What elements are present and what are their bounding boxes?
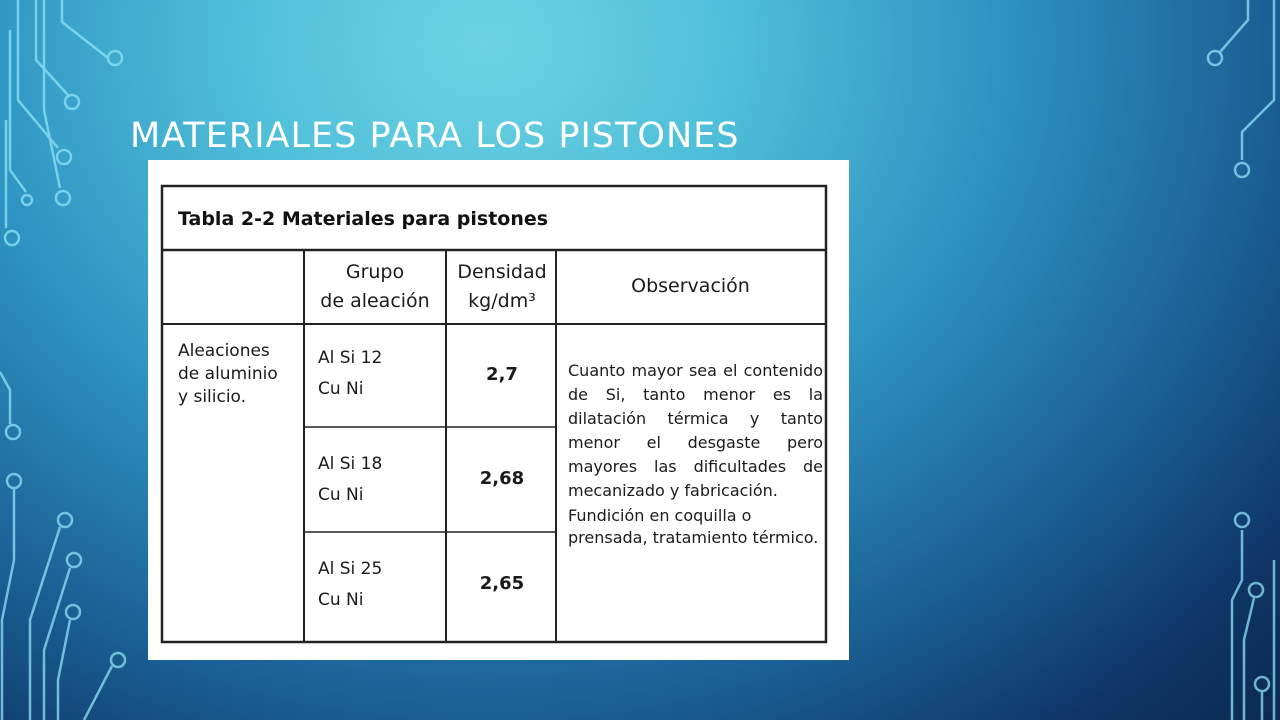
alloy-name: Al Si 12 bbox=[318, 348, 383, 368]
table-row-2-density: 2,68 bbox=[479, 468, 525, 489]
table-row-1-alloy bbox=[318, 343, 382, 405]
materials-table-image bbox=[148, 160, 849, 660]
table-row-2-alloy bbox=[318, 449, 382, 511]
header-densidad-line1: Densidad bbox=[457, 261, 547, 283]
alloy-family-line2: de aluminio bbox=[178, 364, 278, 384]
alloy-family bbox=[178, 340, 298, 409]
table-caption: Tabla 2-2 Materiales para pistones bbox=[178, 208, 549, 230]
table-row-3-density: 2,65 bbox=[479, 573, 525, 594]
circuit-decoration-left-icon bbox=[0, 0, 140, 720]
header-densidad bbox=[448, 258, 556, 316]
header-grupo bbox=[306, 258, 444, 316]
header-grupo-line2: de aleación bbox=[320, 290, 430, 312]
slide-title: MATERIALES PARA LOS PISTONES bbox=[130, 116, 740, 156]
circuit-decoration-right-icon bbox=[1170, 0, 1280, 720]
observation-text: Cuanto mayor sea el contenido de Si, tanto menor es la dilatación térmica y tanto menor el desgaste pero mayores las dificultades de mecanizado y fabricación. bbox=[568, 361, 823, 500]
alloy-family-line1: Aleaciones bbox=[178, 341, 270, 361]
observation-cell bbox=[568, 359, 823, 549]
header-grupo-line1: Grupo bbox=[345, 261, 405, 283]
alloy-name: Al Si 25 bbox=[318, 559, 383, 579]
table-row-1-density: 2,7 bbox=[486, 364, 518, 385]
alloy-addition: Cu Ni bbox=[318, 485, 364, 505]
alloy-name: Al Si 18 bbox=[318, 454, 383, 474]
alloy-addition: Cu Ni bbox=[318, 590, 364, 610]
observation-note: Fundición en coquilla o prensada, tratamiento térmico. bbox=[568, 506, 819, 547]
table-row-3-alloy bbox=[318, 554, 382, 616]
alloy-family-line3: y silicio. bbox=[178, 387, 247, 407]
header-observacion: Observación bbox=[631, 275, 750, 297]
header-densidad-line2: kg/dm³ bbox=[468, 290, 536, 312]
alloy-addition: Cu Ni bbox=[318, 379, 364, 399]
